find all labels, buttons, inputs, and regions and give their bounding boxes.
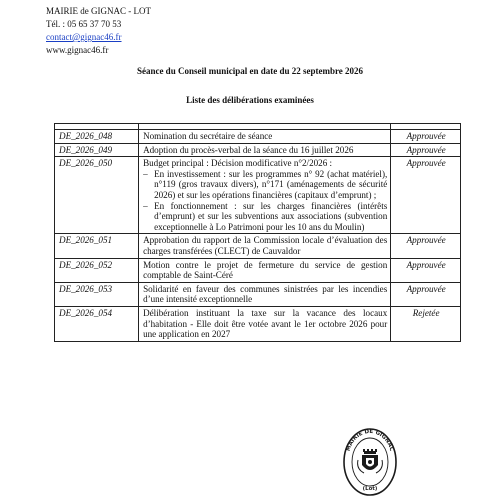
document-title: Séance du Conseil municipal en date du 22 septembre 2026	[136, 66, 364, 76]
deliberation-status: Approuvée	[391, 234, 461, 258]
deliberation-ref: DE_2026_054	[55, 306, 139, 341]
document-subtitle: Liste des délibérations examinées	[186, 95, 314, 105]
coat-of-arms-icon	[358, 449, 383, 473]
deliberation-text: Approbation du rapport de la Commission locale d’évaluation des charges transférées (CLECT) de Cauvaldor	[139, 234, 391, 258]
deliberation-status: Approuvée	[391, 282, 461, 306]
deliberation-status: Approuvée	[391, 258, 461, 282]
deliberation-ref: DE_2026_049	[55, 143, 139, 157]
table-row	[55, 143, 461, 157]
table-row	[55, 130, 461, 144]
mairie-name: MAIRIE de GIGNAC - LOT	[46, 6, 151, 16]
deliberation-text: Délibération instituant la taxe sur la vacance des locaux d’habitation - Elle doit être votée avant le 1er octobre 2026 pour une application en 2027	[139, 306, 391, 341]
letterhead	[46, 5, 151, 57]
deliberation-text: Motion contre le projet de fermeture du service de gestion comptable de Saint-Céré	[139, 258, 391, 282]
deliberation-text: Budget principal : Décision modificative n°2/2026 :	[143, 158, 333, 169]
deliberation-status: Rejetée	[391, 306, 461, 341]
deliberation-text: Solidarité en faveur des communes sinistrées par les incendies d’une intensité exceptionnelle	[139, 282, 391, 306]
deliberations-table	[54, 123, 461, 342]
deliberation-text-block	[139, 157, 391, 234]
stamp-bottom-text: (Lot)	[362, 486, 378, 492]
table-row	[55, 258, 461, 282]
phone-number: Tél. : 05 65 37 70 53	[46, 19, 122, 29]
deliberation-status: Approuvée	[391, 130, 461, 144]
table-row	[55, 306, 461, 341]
deliberation-ref: DE_2026_052	[55, 258, 139, 282]
budget-item-list	[143, 169, 387, 233]
table-row	[55, 234, 461, 258]
mairie-stamp	[342, 427, 398, 497]
deliberation-status: Approuvée	[391, 157, 461, 234]
budget-item: – En investissement : sur les programmes n° 92 (achat matériel), n°119 (gros travaux divers), n°171 (aménagements de sécurité 2026) et sur les opérations financières (capitaux d’emprunt) ;	[143, 169, 387, 201]
deliberation-status: Approuvée	[391, 143, 461, 157]
deliberation-ref: DE_2026_050	[55, 157, 139, 234]
budget-item: – En fonctionnement : sur les charges financières (intérêts d’emprunt) et sur les subventions aux associations (subvention exceptionnelle à Lo Patrimoni pour les 10 ans du Moulin)	[143, 201, 387, 233]
stamp-top-text: MAIRIE DE GIGNAC	[345, 428, 395, 452]
table-row	[55, 157, 461, 234]
table-row	[55, 282, 461, 306]
deliberation-ref: DE_2026_048	[55, 130, 139, 144]
deliberation-ref: DE_2026_053	[55, 282, 139, 306]
deliberation-ref: DE_2026_051	[55, 234, 139, 258]
deliberation-text: Nomination du secrétaire de séance	[139, 130, 391, 144]
website-link[interactable]: www.gignac46.fr	[46, 45, 109, 55]
email-link[interactable]: contact@gignac46.fr	[46, 32, 122, 42]
deliberation-text: Adoption du procès-verbal de la séance du 16 juillet 2026	[139, 143, 391, 157]
